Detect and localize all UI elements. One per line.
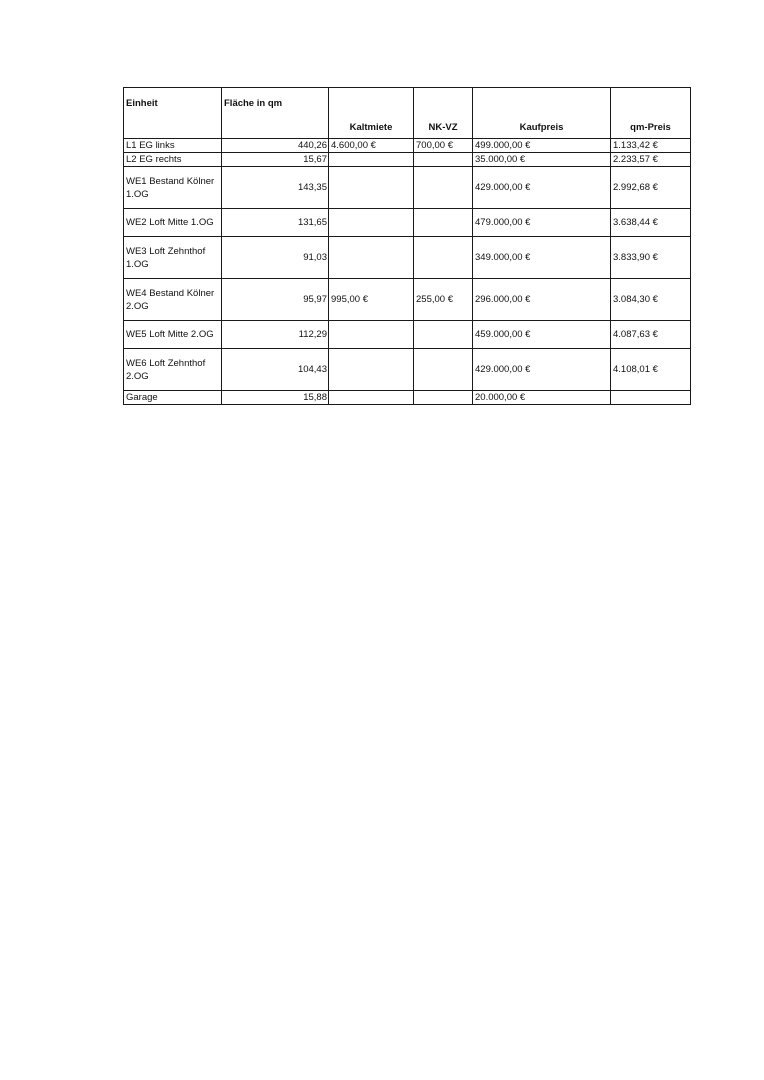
cell-kaltmiete bbox=[329, 391, 414, 405]
header-flaeche: Fläche in qm bbox=[222, 88, 329, 139]
cell-nkvz bbox=[414, 167, 473, 209]
cell-einheit: WE3 Loft Zehnthof 1.OG bbox=[124, 237, 222, 279]
header-einheit: Einheit bbox=[124, 88, 222, 139]
cell-nkvz bbox=[414, 237, 473, 279]
cell-einheit: L1 EG links bbox=[124, 139, 222, 153]
cell-kaufpreis: 20.000,00 € bbox=[473, 391, 611, 405]
cell-qmpreis: 2.233,57 € bbox=[611, 153, 691, 167]
table-row bbox=[124, 209, 691, 237]
cell-qmpreis: 4.087,63 € bbox=[611, 321, 691, 349]
cell-nkvz bbox=[414, 153, 473, 167]
cell-flaeche: 131,65 bbox=[222, 209, 329, 237]
cell-flaeche: 15,67 bbox=[222, 153, 329, 167]
cell-kaufpreis: 35.000,00 € bbox=[473, 153, 611, 167]
cell-kaltmiete bbox=[329, 167, 414, 209]
cell-kaufpreis: 479.000,00 € bbox=[473, 209, 611, 237]
table-row bbox=[124, 139, 691, 153]
cell-kaltmiete bbox=[329, 209, 414, 237]
cell-einheit: WE6 Loft Zehnthof 2.OG bbox=[124, 349, 222, 391]
table-row bbox=[124, 153, 691, 167]
cell-qmpreis bbox=[611, 391, 691, 405]
header-qmpreis: qm-Preis bbox=[611, 88, 691, 139]
cell-einheit: Garage bbox=[124, 391, 222, 405]
cell-einheit: WE5 Loft Mitte 2.OG bbox=[124, 321, 222, 349]
cell-flaeche: 104,43 bbox=[222, 349, 329, 391]
cell-kaufpreis: 459.000,00 € bbox=[473, 321, 611, 349]
cell-kaufpreis: 296.000,00 € bbox=[473, 279, 611, 321]
cell-kaufpreis: 429.000,00 € bbox=[473, 167, 611, 209]
header-nkvz: NK-VZ bbox=[414, 88, 473, 139]
table-row bbox=[124, 237, 691, 279]
table-header-row bbox=[124, 88, 691, 139]
cell-nkvz bbox=[414, 349, 473, 391]
cell-kaltmiete bbox=[329, 237, 414, 279]
cell-qmpreis: 4.108,01 € bbox=[611, 349, 691, 391]
cell-kaltmiete bbox=[329, 349, 414, 391]
cell-nkvz bbox=[414, 321, 473, 349]
table-row bbox=[124, 391, 691, 405]
cell-kaufpreis: 499.000,00 € bbox=[473, 139, 611, 153]
cell-kaltmiete: 4.600,00 € bbox=[329, 139, 414, 153]
cell-qmpreis: 3.638,44 € bbox=[611, 209, 691, 237]
cell-kaufpreis: 349.000,00 € bbox=[473, 237, 611, 279]
cell-flaeche: 95,97 bbox=[222, 279, 329, 321]
table-row bbox=[124, 167, 691, 209]
header-kaltmiete: Kaltmiete bbox=[329, 88, 414, 139]
cell-qmpreis: 2.992,68 € bbox=[611, 167, 691, 209]
cell-qmpreis: 1.133,42 € bbox=[611, 139, 691, 153]
cell-einheit: WE2 Loft Mitte 1.OG bbox=[124, 209, 222, 237]
cell-flaeche: 15,88 bbox=[222, 391, 329, 405]
cell-flaeche: 143,35 bbox=[222, 167, 329, 209]
header-kaufpreis: Kaufpreis bbox=[473, 88, 611, 139]
table-row bbox=[124, 279, 691, 321]
table-row bbox=[124, 321, 691, 349]
cell-nkvz bbox=[414, 391, 473, 405]
cell-qmpreis: 3.084,30 € bbox=[611, 279, 691, 321]
cell-einheit: WE4 Bestand Kölner 2.OG bbox=[124, 279, 222, 321]
cell-einheit: WE1 Bestand Kölner 1.OG bbox=[124, 167, 222, 209]
cell-qmpreis: 3.833,90 € bbox=[611, 237, 691, 279]
cell-kaltmiete bbox=[329, 321, 414, 349]
cell-flaeche: 112,29 bbox=[222, 321, 329, 349]
cell-nkvz: 700,00 € bbox=[414, 139, 473, 153]
cell-flaeche: 91,03 bbox=[222, 237, 329, 279]
cell-nkvz bbox=[414, 209, 473, 237]
table-row bbox=[124, 349, 691, 391]
cell-flaeche: 440,26 bbox=[222, 139, 329, 153]
cell-kaltmiete: 995,00 € bbox=[329, 279, 414, 321]
cell-kaufpreis: 429.000,00 € bbox=[473, 349, 611, 391]
cell-einheit: L2 EG rechts bbox=[124, 153, 222, 167]
cell-kaltmiete bbox=[329, 153, 414, 167]
property-units-table bbox=[123, 87, 691, 405]
cell-nkvz: 255,00 € bbox=[414, 279, 473, 321]
